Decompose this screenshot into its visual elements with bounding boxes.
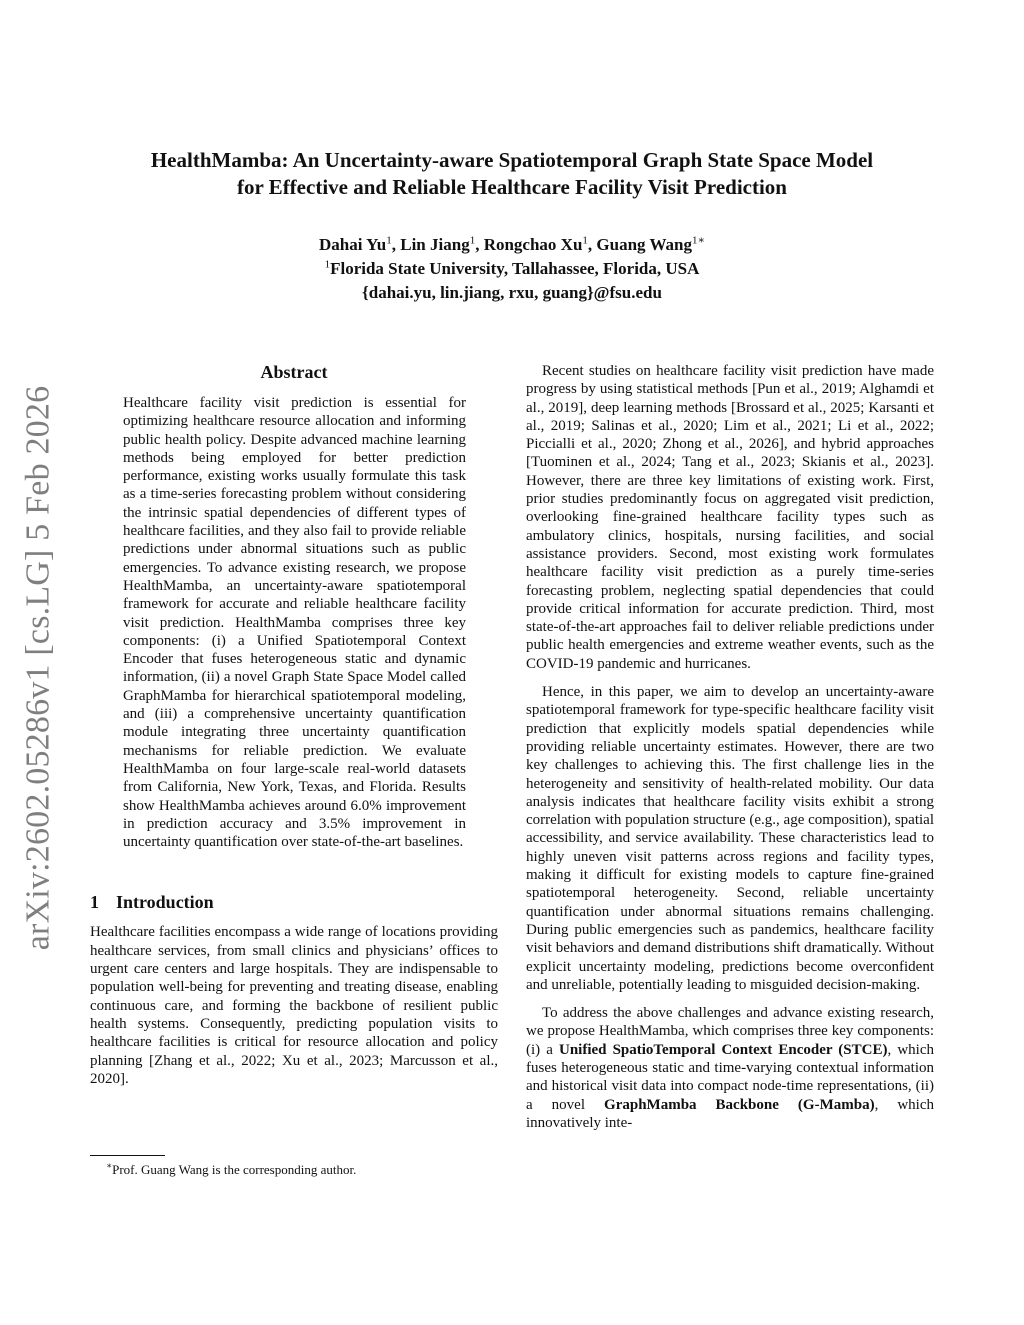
author-names: Dahai Yu$^1$, Lin Jiang$^1$, Rongchao Xu$^1$, Guang Wang$^{1∗}$ [319, 234, 705, 254]
intro-paragraph-4 [526, 1004, 934, 1132]
footnote-mark: ∗ [106, 1160, 113, 1171]
section-number: 1 [90, 892, 99, 913]
author-affiliation-mark: 1∗ [692, 234, 705, 247]
author-name: Guang Wang [596, 235, 693, 254]
author-name: Rongchao Xu [483, 235, 583, 254]
abstract-text: Healthcare facility visit prediction is essential for optimizing healthcare resource allocation and informing public health policy. Despite advanced machine learning methods being employed for better prediction performance, existing works usually formulate this task as a time-series forecasting problem without considering the intrinsic spatial dependencies of different types of healthcare facilities, and they also fail to provide reliable predictions under abnormal situations such as public emergencies. To advance existing research, we propose HealthMamba, an uncertainty-aware spatiotemporal framework for accurate and reliable healthcare facility visit prediction. HealthMamba comprises three key components: (i) a Unified Spatiotemporal Context Encoder that fuses heterogeneous static and dynamic information, (ii) a novel Graph State Space Model called GraphMamba for hierarchical spatiotemporal modeling, and (iii) a comprehensive uncertainty quantification module integrating three uncertainty quantification mechanisms for reliable prediction. We evaluate HealthMamba on four large-scale real-world datasets from California, New York, Texas, and Florida. Results show HealthMamba achieves around 6.0% improvement in prediction accuracy and 3.5% improvement in uncertainty quantification over state-of-the-art baselines. [123, 395, 466, 851]
paragraph-text: , which fuses heterogeneous static and time-varying contextual information and historical visit data into compact node-time representations, (ii) a novel [526, 1041, 934, 1113]
paper-title-line-1: HealthMamba: An Uncertainty-aware Spatiotemporal Graph State Space Model [150, 148, 874, 172]
paper-title [80, 147, 944, 201]
paragraph-text: , which innovatively inte- [526, 1096, 935, 1131]
author-email: {dahai.yu, lin.jiang, rxu, guang}@fsu.edu [362, 283, 662, 302]
author-block [80, 233, 944, 305]
intro-paragraph-2: Recent studies on healthcare facility visit prediction have made progress by using statistical methods [Pun et al., 2019; Alghamdi et al., 2019], deep learning methods [Brossard et al., 2025; Karsanti et al., 2019; Salinas et al., 2020; Lim et al., 2021; Li et al., 2022; Piccialli et al., 2020; Zhong et al., 2026], and hybrid approaches [Tuominen et al., 2024; Tang et al., 2023; Skianis et al., 2023]. However, there are three key limitations of existing work. First, prior studies predominantly focus on aggregated visit prediction, overlooking fine-grained healthcare facility types such as ambulatory clinics, hospitals, nursing facilities, and social assistance providers. Second, most existing work formulates healthcare facility visit prediction as a purely time-series forecasting problem, neglecting spatial dependencies that could provide critical information for accurate prediction. Third, most state-of-the-art approaches fail to deliver reliable predictions under public health emergencies and extreme weather events, such as the COVID-19 pandemic and hurricanes. [526, 363, 934, 672]
left-column [90, 360, 498, 1088]
section-heading-introduction [90, 891, 498, 913]
section-title: Introduction [116, 892, 214, 913]
intro-paragraph-3: Hence, in this paper, we aim to develop an uncertainty-aware spatiotemporal framework for type-specific healthcare facility visit prediction that explicitly models spatial dependencies while providing reliable uncertainty estimates. However, there are two key challenges to achieving this. The first challenge lies in the heterogeneity and sensitivity of health-related mobility. Our data analysis indicates that healthcare facility visits exhibit a strong correlation with population structure (e.g., age composition), spatial accessibility, and service availability. These characteristics lead to highly uneven visit patterns across regions and facility types, making it difficult for existing models to capture fine-grained spatiotemporal heterogeneity. Second, reliable uncertainty quantification under abnormal situations remains challenging. During public emergencies such as pandemics, healthcare facility visit behaviors and demand distributions shift dramatically. Without explicit uncertainty modeling, predictions become overconfident and unreliable, potentially leading to misguided decision-making. [526, 684, 934, 993]
stce-component-name: Unified SpatioTemporal Context Encoder (STCE) [558, 1041, 888, 1058]
author-affiliation-mark: 1 [582, 234, 588, 247]
paper-title-line-2: for Effective and Reliable Healthcare Facility Visit Prediction [237, 175, 787, 199]
abstract-heading: Abstract [260, 362, 328, 382]
author-name: Lin Jiang [400, 235, 470, 254]
author-affiliation [80, 257, 944, 281]
affiliation-mark: 1 [324, 258, 331, 271]
right-column [526, 362, 934, 1142]
footnote-text: Prof. Guang Wang is the corresponding author. [112, 1162, 357, 1177]
arxiv-identifier-stamp [13, 380, 63, 955]
intro-paragraph-1: Healthcare facilities encompass a wide range of locations providing healthcare services, from small clinics and physicians’ offices to urgent care centers and large hospitals. They are indispensable to population well-being for preventing and treating disease, enabling continuous care, and forming the backbone of resilient public health systems. Consequently, predicting population visits to healthcare facilities is critical for resource allocation and policy planning [Zhang et al., 2022; Xu et al., 2023; Marcusson et al., 2020]. [90, 924, 498, 1087]
gmamba-component-name: GraphMamba Backbone (G-Mamba) [604, 1096, 875, 1113]
footnote [106, 1162, 356, 1178]
author-affiliation-mark: 1 [386, 234, 392, 247]
footnote-divider [90, 1155, 165, 1156]
author-name: Dahai Yu [319, 235, 387, 254]
paragraph-text: To address the above challenges and advance existing research, we propose HealthMamba, which comprises three key components: (i) a [526, 1005, 934, 1058]
arxiv-identifier-text: arXiv:2602.05286v1 [cs.LG] 5 Feb 2026 [19, 385, 56, 950]
affiliation-text: Florida State University, Tallahassee, Florida, USA [330, 259, 700, 278]
author-affiliation-mark: 1 [469, 234, 476, 247]
